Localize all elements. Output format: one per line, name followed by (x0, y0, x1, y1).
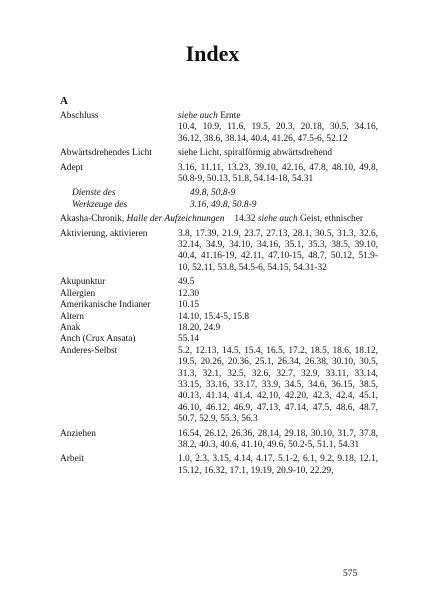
entry-refs-start: 14.32 (234, 214, 258, 225)
index-entry (60, 111, 378, 122)
index-entry (60, 214, 378, 225)
entry-term-alias: Halle der Aufzeichnungen (126, 214, 225, 225)
entry-term: Adept (60, 162, 83, 173)
index-entry (60, 323, 378, 334)
entry-term: Anak (60, 322, 81, 333)
entry-term: Abschluss (60, 111, 99, 121)
entry-refs: 10.15 (178, 300, 200, 311)
entry-refs: 10.4, 10.9, 11.6, 19.5, 20.3, 20.18, 30.5, 34.16, 36.12, 38.6, 38.14, 40.4, 41.26, 47.5-6, 52.12 (178, 122, 378, 144)
entry-refs: 5.2, 12.13, 14.5, 15.4, 16.5, 17.2, 18.5, 18.6, 18.12, 19.5, 20.26, 20.36, 25.1, 26.34, 26.38, 30.10, 30.5, 31.3, 32.1, 32.5, 32.6, 32.7, 32.9, 33.11, 33.14, 33.15, 33.16, 33.17, 33.9, 34.5, 34.6, 36.15, 38.5, 40.13, 41.14, 41.4, 42.10, 42.20, 42.3, 42.4, 45.1, 46.10, 46.12, 46.9, 47.13, 47.14, 47.5, 48.6, 48.7, 50.7, 52.9, 55.3, 56.3 (178, 345, 378, 425)
index-entries (60, 111, 378, 480)
index-entry (60, 454, 378, 477)
entry-term (60, 214, 224, 225)
entry-term: Anch (Crux Ansata) (60, 334, 136, 345)
see-also-label: siehe auch (178, 111, 218, 121)
entry-term: Akupunktur (60, 277, 106, 288)
entry-refs: 14.10, 15.4-5, 15.8 (178, 311, 250, 322)
entry-term-spacer (60, 122, 178, 145)
entry-refs: 3.8, 17.39, 21.9, 23.7, 27.13, 28.1, 30.5, 31.3, 32.6, 32.14, 34.9, 34.10, 34.16, 35.1, 35.3, 38.5, 39.10, 40.4, 41.16-19, 42.11, 47.10-15, 48.7, 50.12, 51.9-10, 52.11, 53.8, 54.5-6, 54.15, 54.31-32 (178, 228, 378, 273)
subentry-refs: 3.16, 49.8, 50.8-9 (190, 199, 257, 210)
entry-refs (224, 214, 378, 225)
see-also-target: Ernte (217, 111, 241, 121)
entry-refs: 18.20, 24.9 (178, 322, 221, 333)
index-subentry (60, 200, 378, 211)
entry-term: Altern (60, 311, 84, 322)
entry-term: Anderes-Selbst (60, 345, 118, 356)
index-entry (60, 229, 378, 275)
entry-term: Abwärtsdrehendes Licht (60, 148, 152, 159)
page-title: Index (185, 41, 240, 66)
entry-term-main: Akasha-Chronik, (60, 214, 127, 225)
see-also-label: siehe auch (257, 214, 298, 225)
entry-refs (178, 111, 378, 122)
entry-term: Anziehen (60, 428, 96, 439)
page-number: 575 (343, 569, 358, 579)
index-subentry (60, 188, 378, 199)
section-letter: A (60, 95, 68, 107)
see-also-target: Geist, ethnischer (297, 214, 364, 225)
index-entry (60, 122, 378, 145)
entry-refs: 49.5 (178, 277, 195, 288)
entry-refs: 55.14 (178, 334, 200, 345)
entry-refs: 1.0, 2.3, 3.15, 4.14, 4.17, 5.1-2, 6.1, 9.2, 9.18, 12.1, 15.12, 16.32, 17.1, 19.19, 20.9-10, 22.29, (178, 454, 378, 476)
index-entry (60, 277, 378, 288)
entry-term: Amerikanische Indianer (60, 300, 151, 311)
subentry-term: Dienste des (72, 188, 116, 199)
subentry-refs: 49.8, 50.8-9 (190, 188, 236, 199)
index-entry (60, 300, 378, 311)
entry-refs: siehe Licht, spiralförmig abwärtsdrehend (178, 148, 333, 159)
index-entry (60, 334, 378, 345)
entry-refs: 12.30 (178, 288, 200, 299)
index-entry (60, 346, 378, 426)
index-entry (60, 312, 378, 323)
entry-refs: 3.16, 11.11, 13.23, 39.10, 42.16, 47.8, 48.10, 49.8, 50.8-9, 50.13, 51.8, 54.14-18, 54.31 (178, 162, 378, 185)
entry-refs: 16.54, 26.12, 26.36, 28.14, 29.18, 30.10, 31.7, 37.8, 38.2, 40.3, 40.6, 41.10, 49.6, 50.2-5, 51.1, 54.31 (178, 428, 378, 450)
index-entry (60, 429, 378, 452)
index-entry (60, 289, 378, 300)
entry-term: Allergien (60, 288, 96, 299)
index-entry (60, 163, 378, 186)
index-entry (60, 148, 378, 159)
entry-term: Arbeit (60, 454, 84, 465)
subentry-term: Werkzeuge des (72, 199, 128, 210)
entry-term: Aktivierung, aktivieren (60, 228, 148, 239)
